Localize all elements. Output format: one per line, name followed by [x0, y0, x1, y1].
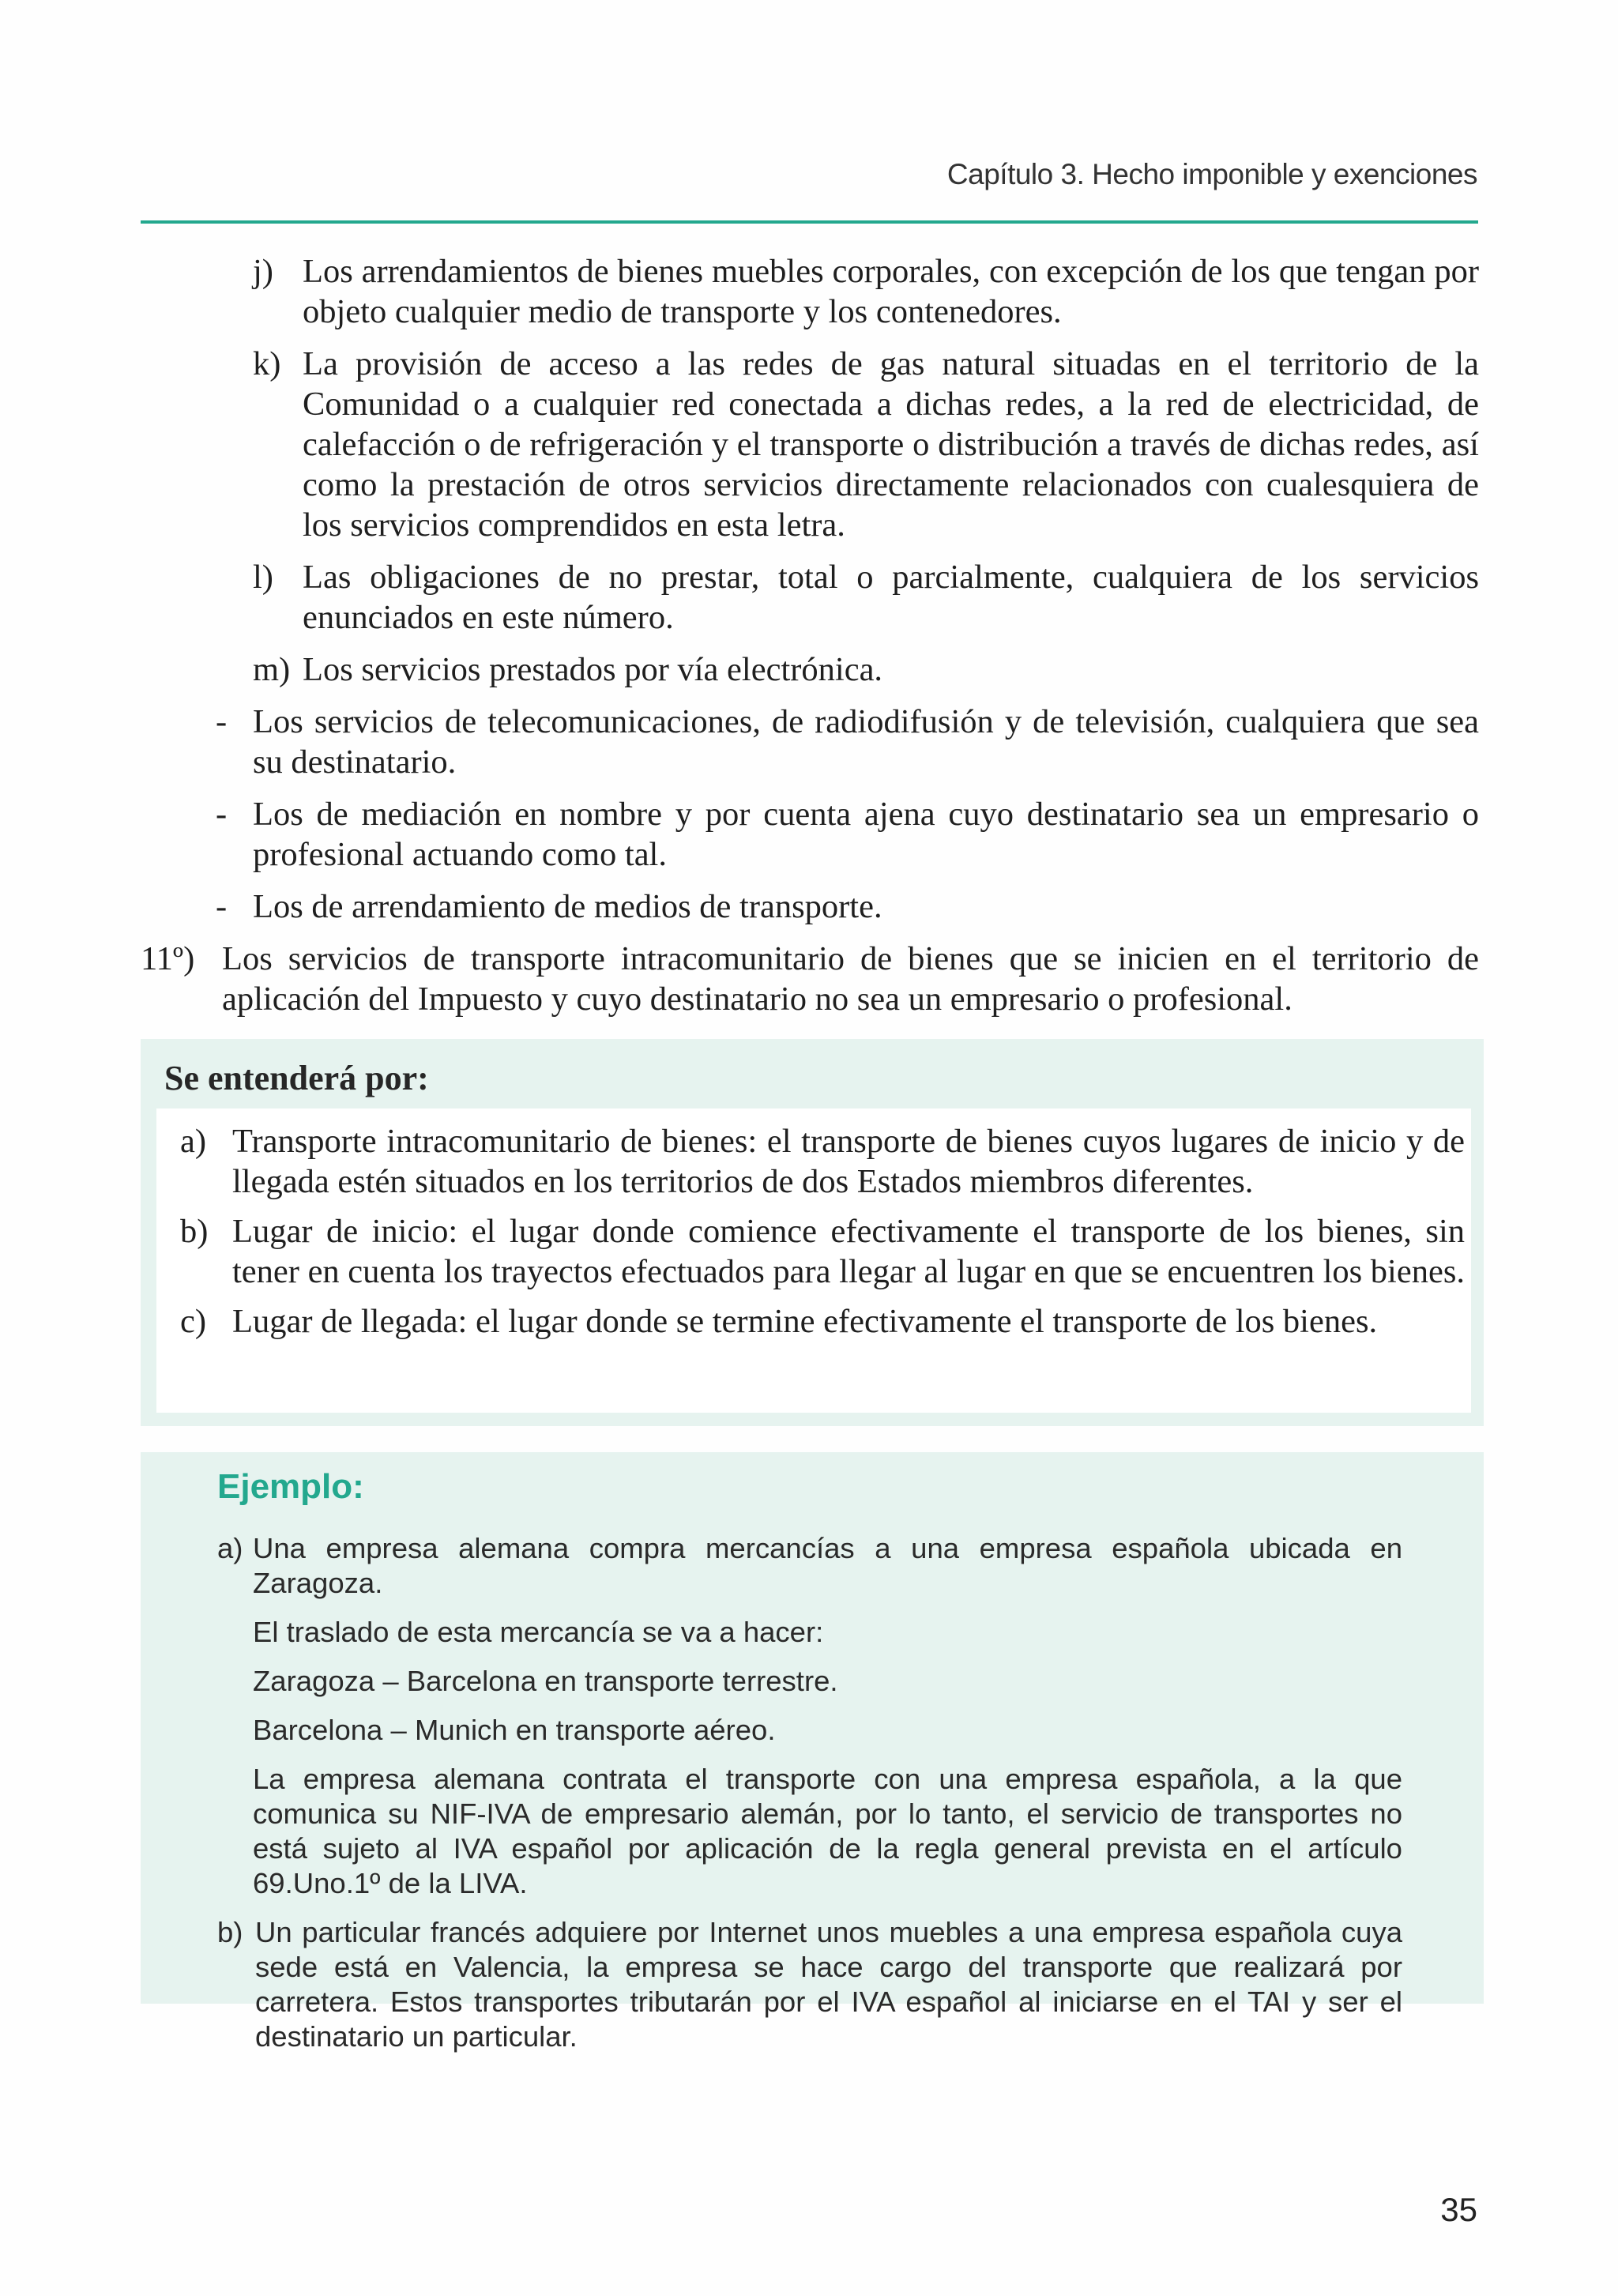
list-item-j	[141, 251, 1479, 332]
example-text: Una empresa alemana compra mercancías a una empresa española ubicada en Zaragoza.	[253, 1532, 1402, 1599]
definition-item	[156, 1301, 1471, 1342]
dash-text: Los servicios de telecomunicaciones, de radiodifusión y de televisión, cualquiera que sea su destinatario.	[253, 703, 1479, 781]
example-label: a)	[217, 1532, 243, 1564]
list-item-m	[141, 649, 1479, 690]
item-label: k)	[253, 345, 281, 382]
definitions-title: Se entenderá por:	[164, 1059, 429, 1097]
running-head: Capítulo 3. Hecho imponible y exenciones	[946, 158, 1477, 190]
definition-label: b)	[180, 1213, 209, 1250]
definitions-list	[156, 1108, 1471, 1413]
item-text: Los servicios prestados por vía electrónica.	[303, 651, 883, 688]
example-body	[217, 1531, 1402, 2068]
list-item-l	[141, 557, 1479, 638]
dash-text: Los de arrendamiento de medios de transporte.	[253, 888, 882, 925]
definition-item	[156, 1121, 1471, 1202]
page-number: 35	[1440, 2191, 1477, 2228]
example-title: Ejemplo:	[217, 1467, 364, 1506]
dash-item	[141, 794, 1479, 875]
ordinal-item-11	[141, 939, 1479, 1019]
dash-label: -	[216, 888, 228, 925]
example-label: b)	[217, 1916, 243, 1948]
example-paragraph: La empresa alemana contrata el transporte con una empresa española, a la que comunica su NIF-IVA de empresario alemán, por lo tanto, el servicio de transportes no está sujeto al IVA español por aplicación de la regla general prevista en el artículo 69.Uno.1º de la LIVA.	[253, 1763, 1402, 1899]
ordinal-label: 11º)	[141, 940, 195, 977]
example-paragraph: Zaragoza – Barcelona en transporte terrestre.	[253, 1665, 838, 1697]
dash-label: -	[216, 703, 228, 740]
dash-item	[141, 702, 1479, 782]
item-label: l)	[253, 559, 273, 596]
example-item-b	[217, 1915, 1402, 2054]
item-text: Los arrendamientos de bienes muebles corporales, con excepción de los que tengan por objeto cualquier medio de transporte y los contenedores.	[303, 253, 1479, 330]
dash-text: Los de mediación en nombre y por cuenta ajena cuyo destinatario sea un empresario o profesional actuando como tal.	[253, 796, 1479, 873]
header-rule	[141, 220, 1478, 224]
ordinal-text: Los servicios de transporte intracomunitario de bienes que se inicien en el territorio de aplicación del Impuesto y cuyo destinatario no sea un empresario o profesional.	[222, 940, 1479, 1018]
example-paragraph: Barcelona – Munich en transporte aéreo.	[253, 1714, 776, 1746]
example-text: Un particular francés adquiere por Internet unos muebles a una empresa española cuya sede está en Valencia, la empresa se hace cargo del transporte que realizará por carretera. Estos transportes tributarán por el IVA español al iniciarse en el TAI y ser el destinatario un particular.	[255, 1916, 1402, 2053]
item-text: Las obligaciones de no prestar, total o parcialmente, cualquiera de los servicios enunciados en este número.	[303, 559, 1479, 636]
example-box	[141, 1452, 1484, 2053]
list-item-k	[141, 344, 1479, 545]
item-label: m)	[253, 651, 291, 688]
definition-text: Lugar de inicio: el lugar donde comience efectivamente el transporte de los bienes, sin tener en cuenta los trayectos efectuados para llegar al lugar en que se encuentren los bienes.	[232, 1213, 1465, 1290]
definition-label: a)	[180, 1123, 207, 1160]
definition-label: c)	[180, 1303, 207, 1340]
definition-text: Transporte intracomunitario de bienes: el transporte de bienes cuyos lugares de inicio y de llegada estén situados en los territorios de dos Estados miembros diferentes.	[232, 1123, 1465, 1200]
definitions-box	[141, 1039, 1484, 1426]
dash-label: -	[216, 796, 228, 833]
main-text	[141, 251, 1479, 1031]
definition-item	[156, 1211, 1471, 1292]
example-item-a	[217, 1531, 1402, 1601]
definition-text: Lugar de llegada: el lugar donde se termine efectivamente el transporte de los bienes.	[232, 1303, 1378, 1340]
item-text: La provisión de acceso a las redes de gas natural situadas en el territorio de la Comunidad o a cualquier red conectada a dichas redes, a la red de electricidad, de calefacción o de refrigeración y el transporte o distribución a través de dichas redes, así como la prestación de otros servicios directamente relacionados con cualesquiera de los servicios comprendidos en esta letra.	[303, 345, 1479, 544]
item-label: j)	[253, 253, 273, 290]
example-paragraph: El traslado de esta mercancía se va a hacer:	[253, 1616, 824, 1648]
dash-item	[141, 886, 1479, 927]
